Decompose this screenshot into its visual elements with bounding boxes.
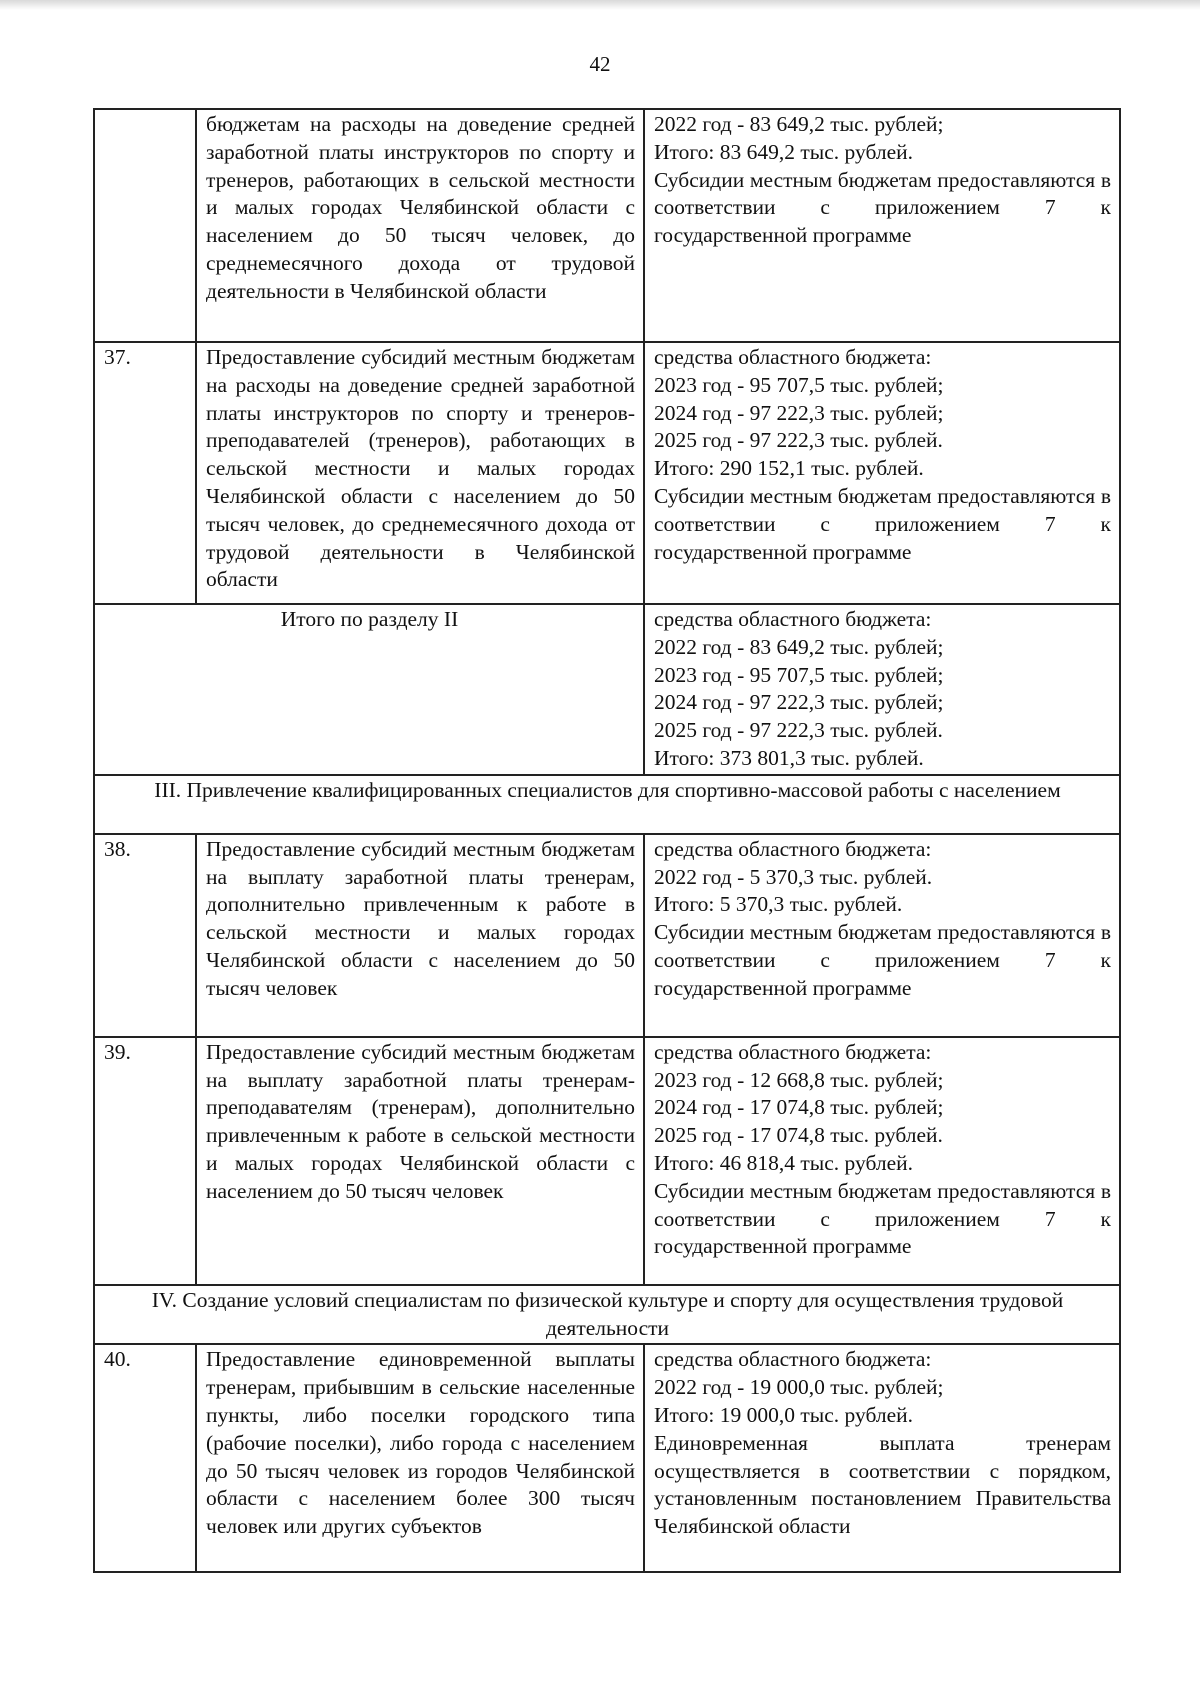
- funding-line: 2025 год - 97 222,3 тыс. рублей.: [654, 718, 943, 743]
- measure-description: Предоставление субсидий местным бюджетам на выплату заработной платы тренерам, дополнительно привлеченным к работе в сельской местности и малых городах Челябинской области с населением до 50 тысяч человек: [196, 834, 644, 1037]
- funding-cell: [644, 109, 1120, 342]
- funding-cell: [644, 1344, 1120, 1572]
- funding-line: 2022 год - 19 000,0 тыс. рублей;: [654, 1375, 944, 1400]
- funding-total: Итого: 19 000,0 тыс. рублей.: [654, 1402, 914, 1427]
- measure-description: Предоставление субсидий местным бюджетам на расходы на доведение средней заработной платы инструкторов по спорту и тренеров-преподавателей (тренеров), работающих в сельской местности и малых городах Челябинской области с населением до 50 тысяч человек, до среднемесячного дохода от трудовой деятельности в Челябинской области: [196, 342, 644, 604]
- program-table: [93, 108, 1121, 1573]
- page-number: 42: [589, 52, 611, 76]
- section-heading-row: [94, 775, 1120, 834]
- funding-note: Субсидии местным бюджетам предоставляются в соответствии с приложением 7 к государственной программе: [654, 920, 1111, 1000]
- measure-description: Предоставление субсидий местным бюджетам на выплату заработной платы тренерам-преподавателям (тренерам), дополнительно привлеченным к работе в сельской местности и малых городах Челябинской области с населением до 50 тысяч человек: [196, 1037, 644, 1285]
- funding-cell: [644, 1037, 1120, 1285]
- funding-cell: [644, 834, 1120, 1037]
- funding-line: 2024 год - 97 222,3 тыс. рублей;: [654, 400, 944, 425]
- funding-note: Субсидии местным бюджетам предоставляются в соответствии с приложением 7 к государственной программе: [654, 167, 1111, 248]
- funding-line: 2024 год - 17 074,8 тыс. рублей;: [654, 1095, 944, 1120]
- funding-source: средства областного бюджета:: [654, 836, 932, 861]
- section-heading-row: [94, 1285, 1120, 1345]
- funding-source: средства областного бюджета:: [654, 607, 932, 631]
- section-total-label: Итого по разделу II: [94, 604, 644, 775]
- funding-note: Единовременная выплата тренерам осуществляется в соответствии с порядком, установленным постановлением Правительства Челябинской области: [654, 1430, 1111, 1539]
- funding-cell: [644, 342, 1120, 604]
- funding-source: средства областного бюджета:: [654, 1039, 932, 1064]
- funding-total: Итого: 5 370,3 тыс. рублей.: [654, 892, 903, 917]
- funding-line: 2023 год - 12 668,8 тыс. рублей;: [654, 1067, 944, 1092]
- funding-line: 2025 год - 17 074,8 тыс. рублей.: [654, 1123, 943, 1148]
- funding-line: 2022 год - 5 370,3 тыс. рублей.: [654, 864, 933, 889]
- scan-edge: [0, 0, 1200, 10]
- row-number: 40.: [94, 1344, 196, 1572]
- row-number: 39.: [94, 1037, 196, 1285]
- measure-description: бюджетам на расходы на доведение средней заработной платы инструкторов по спорту и тренеров, работающих в сельской местности и малых городах Челябинской области с населением до 50 тысяч человек, до среднемесячного дохода от трудовой деятельности в Челябинской области: [196, 109, 644, 342]
- table-row: [94, 109, 1120, 342]
- funding-total: Итого: 83 649,2 тыс. рублей.: [654, 139, 914, 164]
- funding-total: Итого: 46 818,4 тыс. рублей.: [654, 1150, 914, 1175]
- funding-total: Итого: 373 801,3 тыс. рублей.: [654, 745, 924, 770]
- funding-note: Субсидии местным бюджетам предоставляются в соответствии с приложением 7 к государственной программе: [654, 1178, 1111, 1259]
- funding-source: средства областного бюджета:: [654, 345, 932, 369]
- measure-description: Предоставление единовременной выплаты тренерам, прибывшим в сельские населенные пункты, либо поселки городского типа (рабочие поселки), либо города с населением до 50 тысяч человек из городов Челябинской области с населением более 300 тысяч человек или других субъектов: [196, 1344, 644, 1572]
- row-number: 38.: [94, 834, 196, 1037]
- section-total-row: [94, 604, 1120, 775]
- funding-line: 2022 год - 83 649,2 тыс. рублей;: [654, 634, 944, 659]
- row-number: [94, 109, 196, 342]
- funding-source: средства областного бюджета:: [654, 1347, 932, 1372]
- funding-cell: [644, 604, 1120, 775]
- funding-note: Субсидии местным бюджетам предоставляются в соответствии с приложением 7 к государственной программе: [654, 483, 1111, 564]
- section-title: III. Привлечение квалифицированных специалистов для спортивно-массовой работы с населением: [94, 775, 1120, 834]
- funding-line: 2022 год - 83 649,2 тыс. рублей;: [654, 112, 944, 136]
- table-row: [94, 1344, 1120, 1572]
- table-row: [94, 834, 1120, 1037]
- row-number: 37.: [94, 342, 196, 604]
- funding-total: Итого: 290 152,1 тыс. рублей.: [654, 456, 924, 481]
- funding-line: 2024 год - 97 222,3 тыс. рублей;: [654, 690, 944, 715]
- funding-line: 2023 год - 95 707,5 тыс. рублей;: [654, 372, 944, 397]
- table-row: [94, 1037, 1120, 1285]
- funding-line: 2023 год - 95 707,5 тыс. рублей;: [654, 662, 944, 687]
- table-row: [94, 342, 1120, 604]
- section-title: IV. Создание условий специалистам по физической культуре и спорту для осуществления трудовой деятельности: [94, 1285, 1120, 1345]
- funding-line: 2025 год - 97 222,3 тыс. рублей.: [654, 428, 943, 453]
